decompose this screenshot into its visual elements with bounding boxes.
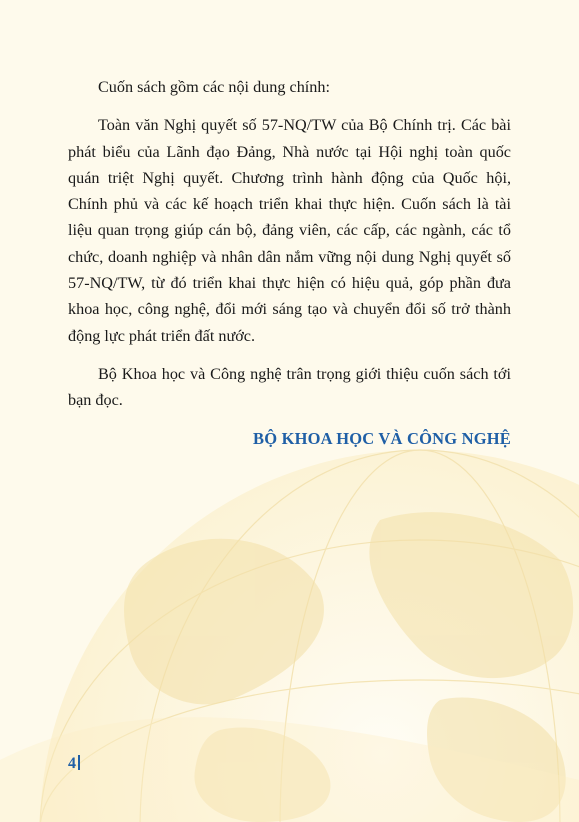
page-number xyxy=(68,755,80,773)
page-number-value: 4 xyxy=(68,755,76,772)
body-paragraph: Toàn văn Nghị quyết số 57-NQ/TW của Bộ Chính trị. Các bài phát biểu của Lãnh đạo Đảng, Nhà nước tại Hội nghị toàn quốc quán triệt Nghị quyết. Chương trình hành động của Quốc hội, Chính phủ và các kế hoạch triển khai thực hiện. Cuốn sách là tài liệu quan trọng giúp cán bộ, đảng viên, các cấp, các ngành, các tổ chức, doanh nghiệp và nhân dân nắm vững nội dung Nghị quyết số 57-NQ/TW, từ đó triển khai thực hiện có hiệu quả, góp phần đưa khoa học, công nghệ, đổi mới sáng tạo và chuyển đổi số trở thành động lực phát triển đất nước. xyxy=(68,116,511,345)
main-text xyxy=(68,74,511,452)
page-number-divider xyxy=(78,755,80,770)
signature: BỘ KHOA HỌC VÀ CÔNG NGHỆ xyxy=(253,428,511,448)
intro-paragraph: Cuốn sách gồm các nội dung chính: xyxy=(98,78,330,96)
closing-paragraph: Bộ Khoa học và Công nghệ trân trọng giới thiệu cuốn sách tới bạn đọc. xyxy=(68,364,511,410)
